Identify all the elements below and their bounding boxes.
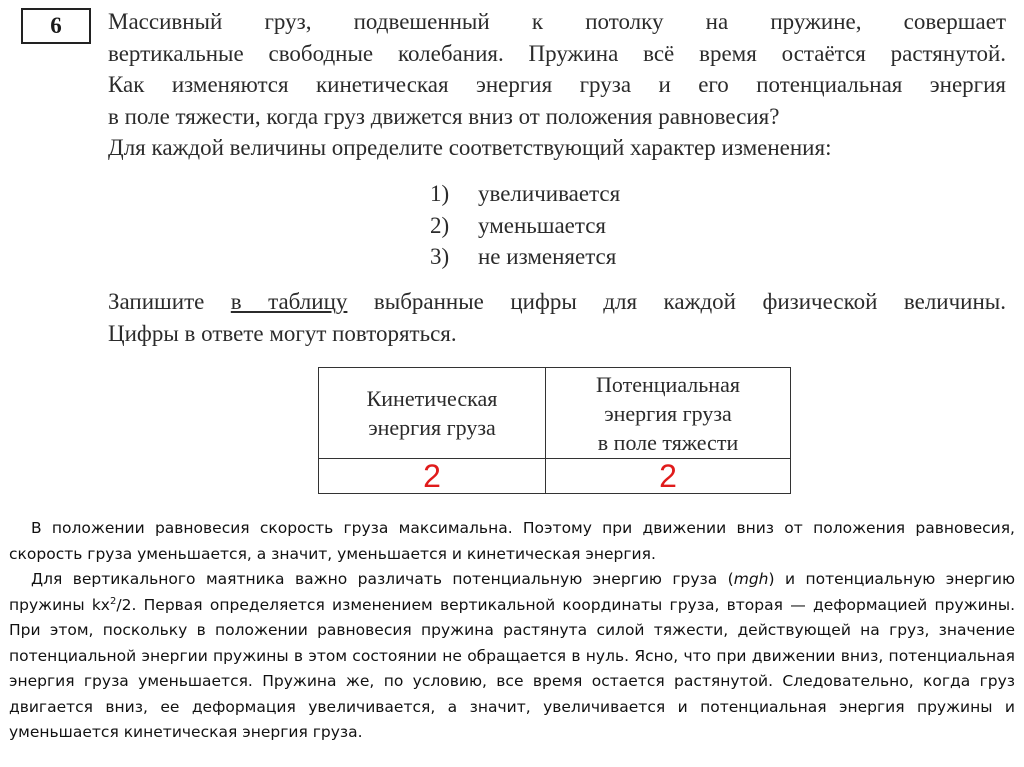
task-line-5: Для каждой величины определите соответствующий характер изменения: xyxy=(108,135,832,160)
options-list xyxy=(430,178,620,273)
option-number: 3) xyxy=(430,244,450,269)
header-text: Потенциальная xyxy=(596,371,740,397)
task-line-3: Как изменяются кинетическая энергия груза и его потенциальная энергия xyxy=(108,72,1006,97)
option-item xyxy=(430,178,620,210)
expl-text: ) и потенциальную энергию пружины kx xyxy=(9,570,1015,614)
option-item xyxy=(430,241,620,273)
instruction-line-1 xyxy=(108,286,1006,318)
instruction xyxy=(108,286,1006,349)
header-potential-energy xyxy=(546,368,791,459)
explanation-paragraph-2 xyxy=(9,567,1015,746)
instruction-underlined: в таблицу xyxy=(230,289,348,314)
expl-text: /2. Первая определяется изменением вертикальной координаты груза, вторая — деформацией пружины. При этом, поскольку в положении равновесия пружина растянута силой тяжести, действующей на груз, значение потенциальной энергии пружины в этом состоянии не обращается в нуль. Ясно, что при движении вниз, потенциальная энергия груза уменьшается. Пружина же, по условию, все время остается растянутой. Следовательно, когда груз двигается вниз, ее деформация увеличивается, а значит, увеличивается и потенциальная энергия пружины и уменьшается кинетическая энергия груза. xyxy=(9,595,1015,741)
expl-text: Для вертикального маятника важно различать потенциальную энергию груза ( xyxy=(31,570,734,588)
option-item xyxy=(430,210,620,242)
explanation-paragraph-1: В положении равновесия скорость груза максимальна. Поэтому при движении вниз от положения равновесия, скорость груза уменьшается, а значит, уменьшается и кинетическая энергия. xyxy=(9,519,1015,563)
header-text: в поле тяжести xyxy=(597,429,739,455)
header-text: энергия груза xyxy=(604,400,732,426)
instruction-pre: Запишите xyxy=(108,289,231,314)
formula-mgh: mgh xyxy=(733,570,769,588)
task-statement xyxy=(108,6,1006,164)
instruction-post: выбранные цифры для каждой физической величины. xyxy=(347,289,1006,314)
exponent: 2 xyxy=(109,595,117,607)
answer-table xyxy=(318,367,791,494)
header-text: Кинетическая xyxy=(366,386,498,411)
option-text: уменьшается xyxy=(478,212,607,238)
header-kinetic-energy xyxy=(319,368,546,459)
header-text: энергия груза xyxy=(368,415,496,440)
option-number: 2) xyxy=(430,212,450,238)
option-text: увеличивается xyxy=(478,181,621,206)
task-number: 6 xyxy=(21,8,91,44)
option-number: 1) xyxy=(430,181,450,206)
task-line-1: Массивный груз, подвешенный к потолку на пружине, совершает xyxy=(108,9,1006,34)
answer-potential: 2 xyxy=(546,459,791,494)
task-line-2: вертикальные свободные колебания. Пружина всё время остаётся растянутой. xyxy=(108,40,1006,66)
task-line-4: в поле тяжести, когда груз движется вниз от положения равновесия? xyxy=(108,103,780,129)
answer-kinetic: 2 xyxy=(319,459,546,494)
instruction-line-2: Цифры в ответе могут повторяться. xyxy=(108,320,457,346)
option-text: не изменяется xyxy=(478,244,617,269)
explanation xyxy=(9,516,1015,746)
